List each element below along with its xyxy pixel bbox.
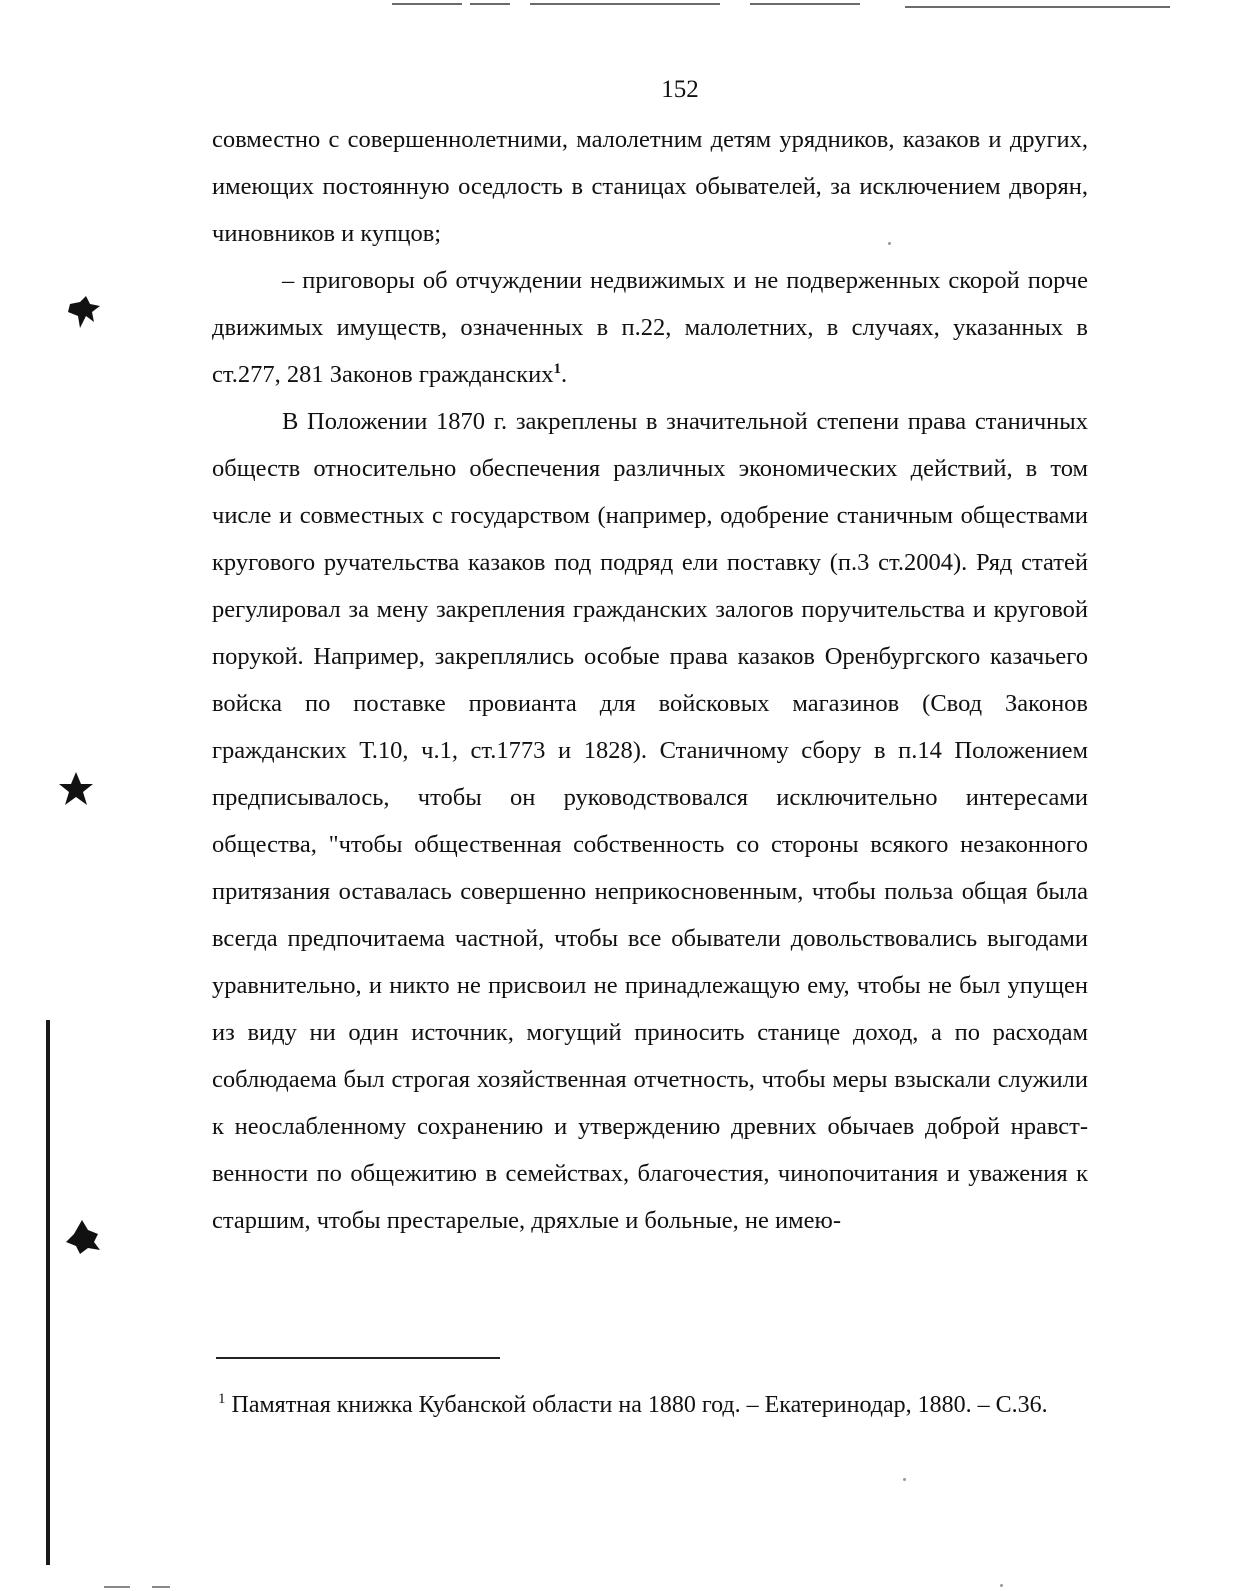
scan-top-rule — [530, 3, 720, 5]
paragraph — [212, 116, 1088, 257]
scan-bottom-rule — [152, 1586, 170, 1588]
footnote-reference: 1 — [553, 361, 562, 377]
footnote-separator — [216, 1357, 500, 1359]
footnote-text: Памятная книжка Кубанской области на 1880 год. – Екатеринодар, 1880. – С.36. — [225, 1392, 1048, 1418]
paragraph — [212, 257, 1088, 398]
page-number: 152 — [661, 76, 699, 103]
footnote — [218, 1388, 1090, 1422]
body-text — [212, 116, 1088, 1244]
scan-bottom-rule — [104, 1586, 130, 1588]
scan-edge-shadow — [46, 1020, 50, 1565]
scan-speck — [903, 1478, 906, 1481]
scan-top-rule — [750, 3, 860, 5]
paragraph — [212, 398, 1088, 1244]
scan-speck — [888, 242, 891, 245]
scan-top-rule — [905, 6, 1170, 8]
paragraph-text: совместно с совершеннолетними, малолетним детям урядников, казаков и других, имеющих постоянную оседлость в станицах обывателей, за исключением дворян, чиновников и купцов; — [212, 126, 1088, 247]
paragraph-tail: . — [561, 361, 568, 388]
paragraph-text: – приговоры об отчуждении недвижимых и не подверженных скорой порче движимых имуществ, означенных в п.22, малолетних, в случаях, указанных в ст.277, 281 Законов гражданских — [212, 267, 1088, 388]
binding-mark-icon — [64, 294, 104, 334]
scan-top-rule — [392, 3, 462, 5]
paragraph-text: В Положении 1870 г. закреплены в значительной степени права станичных обществ относительно обеспечения различных экономических действий, в том числе и совместных с государством (например, одобрение станичным обществами кругового ручательства казаков под подряд ели поставку (п.3 ст.2004). Ряд статей регулировал за мену закрепления гражданских залогов поручительства и круговой порукой. Например, закреплялись особые права казаков Оренбургского казачьего войска по поставке провианта для войсковых магазинов (Свод Законов гражданских Т.10, ч.1, ст.1773 и 1828). Станичному сбору в п.14 Положением предписывалось, чтобы он руководствовался исключительно интересами общества, "чтобы общественная собственность со стороны всякого незаконного притязания оставалась совершенно неприкосновенным, чтобы польза общая была всегда предпочитаема частной, чтобы все обыватели довольствовались выгодами уравнительно, и никто не присвоил не принадлежащую ему, чтобы не был упущен из виду ни один источник, могущий приносить станице доход, а по расходам соблюдаема был строгая хозяйственная отчетность, чтобы меры взыскали служили к неослабленному сохранению и утверждению древних обычаев доброй нравственности по общежитию в семействах, благочестия, чинопочитания и уважения к старшим, чтобы престарелые, дряхлые и больные, не имею- — [212, 408, 1088, 1234]
scan-top-rule — [470, 3, 510, 5]
binding-mark-icon — [56, 770, 96, 810]
scan-speck — [1000, 1584, 1003, 1587]
footnote-marker: 1 — [218, 1391, 226, 1407]
binding-mark-icon — [64, 1218, 104, 1258]
